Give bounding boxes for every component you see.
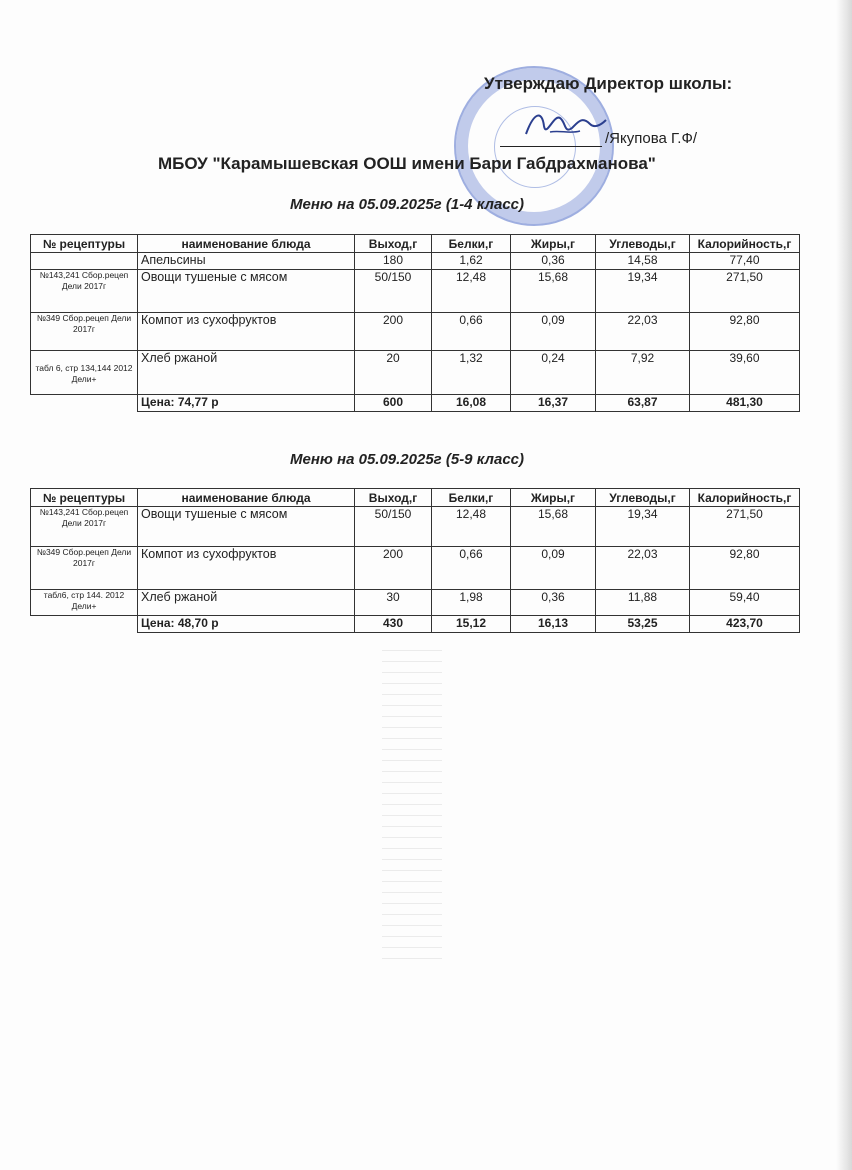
menu-title-1-4: Меню на 05.09.2025г (1-4 класс) [290, 196, 525, 213]
empty-cell [31, 395, 138, 412]
header-dish: наименование блюда [138, 489, 355, 507]
fat-value: 15,68 [511, 270, 596, 313]
output-value: 200 [355, 547, 432, 590]
carb-value: 11,88 [596, 590, 690, 616]
recipe-code [31, 253, 138, 270]
recipe-code: №349 Сбор.рецеп Дели 2017г [31, 547, 138, 590]
recipe-code: табл 6, стр 134,144 2012 Дели+ [31, 351, 138, 395]
table-row [31, 270, 800, 313]
menu-title-5-9: Меню на 05.09.2025г (5-9 класс) [290, 451, 525, 468]
approval-heading: Утверждаю Директор школы: [484, 74, 733, 93]
kcal-value: 59,40 [690, 590, 800, 616]
recipe-code: №143,241 Сбор.рецеп Дели 2017г [31, 507, 138, 547]
recipe-code: №143,241 Сбор.рецеп Дели 2017г [31, 270, 138, 313]
fat-value: 15,68 [511, 507, 596, 547]
total-carb: 53,25 [596, 616, 690, 633]
fat-value: 0,09 [511, 313, 596, 351]
protein-value: 12,48 [432, 270, 511, 313]
price-value: Цена: 74,77 р [138, 395, 355, 412]
table-row [31, 547, 800, 590]
fat-value: 0,36 [511, 590, 596, 616]
protein-value: 1,32 [432, 351, 511, 395]
protein-value: 1,62 [432, 253, 511, 270]
director-name: /Якупова Г.Ф/ [605, 130, 698, 147]
dish-name: Апельсины [138, 253, 355, 270]
total-output: 430 [355, 616, 432, 633]
table-row [31, 590, 800, 616]
total-fat: 16,13 [511, 616, 596, 633]
table-header-row [31, 489, 800, 507]
output-value: 50/150 [355, 270, 432, 313]
header-output: Выход,г [355, 235, 432, 253]
carb-value: 19,34 [596, 270, 690, 313]
dish-name: Овощи тушеные с мясом [138, 270, 355, 313]
output-value: 30 [355, 590, 432, 616]
scan-edge [836, 0, 852, 1170]
fat-value: 0,09 [511, 547, 596, 590]
empty-cell [31, 616, 138, 633]
carb-value: 14,58 [596, 253, 690, 270]
header-fat: Жиры,г [511, 235, 596, 253]
bleed-through-marks [382, 640, 442, 960]
dish-name: Овощи тушеные с мясом [138, 507, 355, 547]
menu-table-5-9 [30, 488, 800, 633]
output-value: 200 [355, 313, 432, 351]
total-kcal: 423,70 [690, 616, 800, 633]
header-recipe: № рецептуры [31, 489, 138, 507]
total-protein: 16,08 [432, 395, 511, 412]
header-dish: наименование блюда [138, 235, 355, 253]
school-name: МБОУ "Карамышевская ООШ имени Бари Габдрахманова" [158, 154, 656, 173]
director-signature-line [500, 130, 697, 147]
header-carb: Углеводы,г [596, 235, 690, 253]
table-row [31, 351, 800, 395]
protein-value: 0,66 [432, 313, 511, 351]
output-value: 50/150 [355, 507, 432, 547]
header-kcal: Калорийность,г [690, 489, 800, 507]
dish-name: Хлеб ржаной [138, 351, 355, 395]
signature-blank [500, 132, 602, 147]
total-output: 600 [355, 395, 432, 412]
kcal-value: 271,50 [690, 270, 800, 313]
table-row [31, 313, 800, 351]
kcal-value: 39,60 [690, 351, 800, 395]
header-protein: Белки,г [432, 235, 511, 253]
recipe-code: №349 Сбор.рецеп Дели 2017г [31, 313, 138, 351]
kcal-value: 77,40 [690, 253, 800, 270]
total-row [31, 395, 800, 412]
carb-value: 22,03 [596, 313, 690, 351]
header-output: Выход,г [355, 489, 432, 507]
header-carb: Углеводы,г [596, 489, 690, 507]
kcal-value: 92,80 [690, 313, 800, 351]
header-kcal: Калорийность,г [690, 235, 800, 253]
header-protein: Белки,г [432, 489, 511, 507]
fat-value: 0,36 [511, 253, 596, 270]
fat-value: 0,24 [511, 351, 596, 395]
menu-table-1-4 [30, 234, 800, 412]
total-carb: 63,87 [596, 395, 690, 412]
total-kcal: 481,30 [690, 395, 800, 412]
protein-value: 0,66 [432, 547, 511, 590]
price-value: Цена: 48,70 р [138, 616, 355, 633]
total-row [31, 616, 800, 633]
kcal-value: 92,80 [690, 547, 800, 590]
carb-value: 7,92 [596, 351, 690, 395]
recipe-code: табл6, стр 144. 2012 Дели+ [31, 590, 138, 616]
dish-name: Хлеб ржаной [138, 590, 355, 616]
carb-value: 19,34 [596, 507, 690, 547]
output-value: 20 [355, 351, 432, 395]
protein-value: 12,48 [432, 507, 511, 547]
table-row [31, 253, 800, 270]
header-recipe: № рецептуры [31, 235, 138, 253]
total-protein: 15,12 [432, 616, 511, 633]
table-header-row [31, 235, 800, 253]
table-row [31, 507, 800, 547]
carb-value: 22,03 [596, 547, 690, 590]
kcal-value: 271,50 [690, 507, 800, 547]
protein-value: 1,98 [432, 590, 511, 616]
output-value: 180 [355, 253, 432, 270]
header-fat: Жиры,г [511, 489, 596, 507]
dish-name: Компот из сухофруктов [138, 313, 355, 351]
dish-name: Компот из сухофруктов [138, 547, 355, 590]
total-fat: 16,37 [511, 395, 596, 412]
